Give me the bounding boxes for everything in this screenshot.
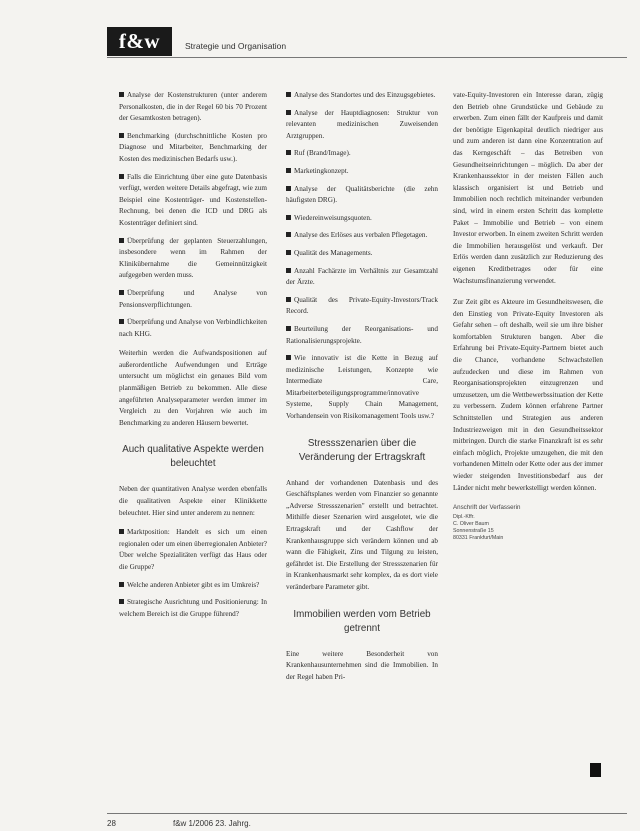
bullet-text: Wiedereinweisungsquoten. xyxy=(294,213,372,222)
column-3 xyxy=(453,90,603,542)
end-of-article-marker xyxy=(590,763,601,777)
bullet-item xyxy=(286,90,438,102)
bullet-square-icon xyxy=(286,168,291,173)
author-line: Dipl.-Kffr. xyxy=(453,514,475,521)
author-line: 80331 Frankfurt/Main xyxy=(453,535,504,542)
author-line: C. Oliver Baum xyxy=(453,521,489,528)
issue-line: f&w 1/2006 23. Jahrg. xyxy=(173,819,251,828)
bullet-text: Ruf (Brand/Image). xyxy=(294,149,351,158)
bullet-item xyxy=(119,131,267,166)
bullet-list xyxy=(286,90,438,423)
bullet-text: Welche anderen Anbieter gibt es im Umkreis? xyxy=(127,580,260,589)
bullet-item xyxy=(286,248,438,260)
bullet-item xyxy=(119,172,267,230)
bullet-square-icon xyxy=(286,110,291,115)
bullet-text: Benchmarking (durchschnittliche Kosten pro Diagnose und Mitarbeiter, Benchmarking der Kosten des medizinischen Bedarfs usw.). xyxy=(119,131,267,163)
column-2 xyxy=(286,90,438,689)
bullet-text: Anzahl Fachärzte im Verhältnis zur Gesamtzahl der Ärzte. xyxy=(286,266,438,287)
bullet-item xyxy=(119,580,267,592)
bullet-square-icon xyxy=(119,529,124,534)
column-1 xyxy=(119,90,267,626)
bullet-item xyxy=(286,166,438,178)
bullet-text: Analyse des Standortes und des Einzugsgebietes. xyxy=(294,91,436,99)
bullet-square-icon xyxy=(119,174,124,179)
footer-rule xyxy=(107,813,627,814)
bullet-item xyxy=(286,353,438,423)
bullet-item xyxy=(286,266,438,289)
bullet-item xyxy=(286,213,438,225)
bullet-square-icon xyxy=(286,186,291,191)
bullet-item xyxy=(119,288,267,311)
body-paragraph: Weiterhin werden die Aufwandspositionen auf außerordentliche Aufwendungen und Erträge untersucht um möglichst ein genaues Bild vom planmäßigen Betrieb zu bekommen. Alle diese angeführten Analyseparameter werden immer im Vergleich zu den Vorjahren wie auch im Benchmarking zu anderen Häusern bewertet. xyxy=(119,349,267,427)
bullet-text: Strategische Ausrichtung und Positionierung: In welchem Bereich ist die Gruppe führend? xyxy=(119,598,267,618)
section-title: Strategie und Organisation xyxy=(185,41,287,51)
bullet-square-icon xyxy=(119,599,124,604)
bullet-square-icon xyxy=(286,326,291,331)
body-paragraph: Eine weitere Besonderheit von Krankenhausunternehmen sind die Immobilien. In der Regel haben Pri- xyxy=(286,649,438,681)
bullet-item xyxy=(119,597,267,620)
bullet-square-icon xyxy=(286,232,291,237)
bullet-text: Beurteilung der Reorganisations- und Rationalisierungsprojekte. xyxy=(286,324,438,345)
bullet-item xyxy=(286,230,438,242)
bullet-square-icon xyxy=(119,290,124,295)
bullet-item xyxy=(286,148,438,160)
bullet-square-icon xyxy=(119,92,124,97)
subheading: Stressszenarien über die Veränderung der Ertragskraft xyxy=(298,437,426,463)
header-rule xyxy=(107,57,627,58)
page-number: 28 xyxy=(107,819,116,828)
bullet-item xyxy=(119,90,267,125)
bullet-item xyxy=(286,184,438,207)
body-paragraph: Neben der quantitativen Analyse werden ebenfalls die qualitativen Aspekte einer Klinikkette beleuchtet. Hier sind unter anderem zu nennen: xyxy=(119,485,267,517)
bullet-list-bottom xyxy=(119,527,267,620)
bullet-text: Falls die Einrichtung über eine gute Datenbasis verfügt, werden weitere Details abgefragt, wie zum Beispiel eine Kostenträger- und Kostenstellen-Rechnung, bei denen die ICD und DRG als Kostenträger definiert sind. xyxy=(119,172,267,227)
subheading: Auch qualitative Aspekte werden beleuchtet xyxy=(122,444,264,470)
bullet-square-icon xyxy=(286,92,291,97)
bullet-square-icon xyxy=(119,133,124,138)
bullet-text: Wie innovativ ist die Kette in Bezug auf medizinische Leistungen, Konzepte wie Intermediate Care, Mitarbeiterbeteiligungsprogramme/innovative Systeme, Supply Chain Management, Vorhandensein von Risikomanagement Tools usw.? xyxy=(286,354,438,421)
body-paragraph: Anhand der vorhandenen Datenbasis und des Geschäftsplanes werden vom Finanzier so genannte „Adverse Stressszenarien" erstellt und betrachtet. Mithilfe dieser Szenarien wird ausgelotet, wie die Ertragskraft und der Cashflow der Krankenhausgruppe sich verändern können und ab wann die Fähigkeit, Zins und Tilgung zu leisten, gefährdet ist. Die Erstellung der Stressszenarien für in Krankenhausmarkt sehr komplex, da es dort viele veränderbare Parameter gibt. xyxy=(286,478,438,591)
bullet-list-top xyxy=(119,90,267,340)
magazine-logo: f&w xyxy=(107,27,172,56)
bullet-text: Analyse der Kostenstrukturen (unter anderem Personalkosten, die in der Regel 60 bis 70 Prozent der Gesamtkosten betragen). xyxy=(119,91,267,123)
bullet-text: Analyse der Qualitätsberichte (die zehn häufigsten DRG). xyxy=(286,184,438,205)
bullet-square-icon xyxy=(286,215,291,220)
bullet-text: Überprüfung und Analyse von Verbindlichkeiten nach KHG. xyxy=(119,318,267,338)
bullet-square-icon xyxy=(286,355,291,360)
author-info xyxy=(453,504,603,542)
bullet-square-icon xyxy=(119,319,124,324)
bullet-text: Marktposition: Handelt es sich um einen regionalen oder um einen überregionalen Anbieter? Über welche Spezialitäten verfügt das Haus oder die Gruppe? xyxy=(119,528,267,571)
bullet-text: Analyse der Hauptdiagnosen: Struktur von relevanten medizinischen Zuweisenden Arztgruppen. xyxy=(286,108,438,140)
bullet-text: Überprüfung und Analyse von Pensionsverpflichtungen. xyxy=(119,288,267,309)
bullet-square-icon xyxy=(286,150,291,155)
bullet-item xyxy=(286,295,438,318)
bullet-square-icon xyxy=(286,268,291,273)
body-paragraph: Zur Zeit gibt es Akteure im Gesundheitswesen, die den Einstieg von Private-Equity Investoren als Gefahr sehen – oft deshalb, weil sie um ihre bisher komfortablen Strukturen bangen. Aber die Erfahrung bei Private-Equity-Partnern bietet auch die Chance, vorhandene Schwachstellen aufzudecken und diese im Rahmen von Reorganisationsprojekten einzugrenzen und umzusetzen, um die Wettbewerbssituation der Kette zu verbessern. Zudem können erfahrene Partner Schnittstellen und Strategien aus anderen Industriezweigen mit in den Gesundheitssektor mitbringen. Durch die starke Finanzkraft ist es sehr einfach möglich, Projekte umzugehen, die mit den vorhandenen Mitteln oder Kette oder aus der immer wieder steigenden Investitionsbedarf aus der Länder nicht mehr bewerkstelligt werden können. xyxy=(453,298,603,492)
bullet-item xyxy=(119,236,267,282)
bullet-text: Qualität des Managements. xyxy=(294,248,373,257)
author-line: Sonnenstraße 15 xyxy=(453,528,494,535)
bullet-text: Analyse des Erlöses aus verbalen Pflegetagen. xyxy=(294,231,428,240)
bullet-item xyxy=(286,324,438,347)
bullet-text: Marketingkonzept. xyxy=(294,166,349,175)
bullet-square-icon xyxy=(286,297,291,302)
bullet-item xyxy=(286,108,438,143)
bullet-item xyxy=(119,317,267,340)
bullet-square-icon xyxy=(119,238,124,243)
bullet-square-icon xyxy=(119,582,124,587)
bullet-item xyxy=(119,527,267,573)
bullet-square-icon xyxy=(286,250,291,255)
author-info-title: Anschrift der Verfasserin xyxy=(453,504,521,512)
bullet-text: Überprüfung der geplanten Steuerzahlungen, insbesondere wenn im Rahmen der Klinikübernahme die Gemeinnützigkeit aufgegeben werden muss. xyxy=(119,236,267,280)
bullet-text: Qualität des Private-Equity-Investors/Track Record. xyxy=(286,295,438,316)
subheading: Immobilien werden vom Betrieb getrennt xyxy=(293,608,431,634)
body-paragraph: vate-Equity-Investoren ein Interesse daran, zügig den Betrieb ohne Grundstücke und Gebäude zu erwerben. Zum einen fällt der Kaufpreis und damit der benötigte Eigenkapital deutlich niedriger aus und zum anderen ist dann eine Konzentration auf das Kerngeschäft – das Betreiben von Gesundheitseinrichtungen – möglich. Da aber der Krankenhaussektor in der meisten Fällen auch klassisch organisiert ist und Betrieb und Immobilien noch rechtlich miteinander verbunden sind, wird in einem ersten Schritt das komplette Paket – Immobilie und Betrieb – von einem Investor erworben. In einem zweiten Schritt werden die Immobilien herausgelöst und verkauft. Der Erlös werden dann zusätzlich zur Reduzierung des eigenen Kreditbetrages oder für eine Wachstumsfinanzierung verwendet. xyxy=(453,91,603,285)
